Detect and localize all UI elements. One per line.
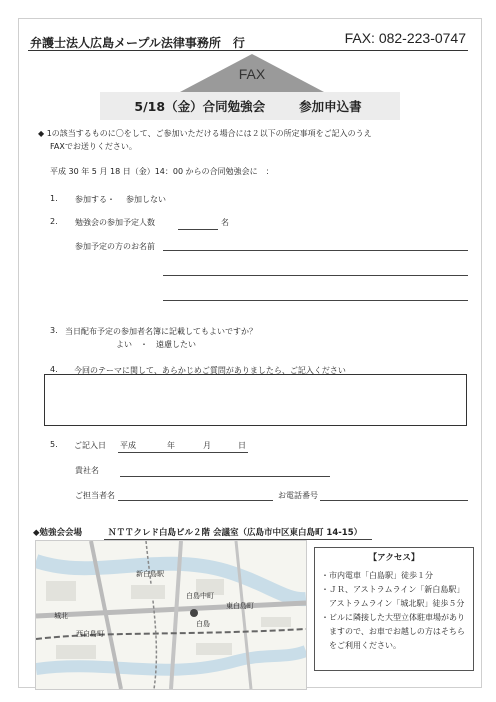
- venue-label: ◆勉強会会場: [33, 528, 83, 538]
- map-label-shinhakushima: 新白島駅: [136, 570, 164, 578]
- venue-address: ＮＴＴクレド白島ビル２階 会議室（広島市中区東白島町 14-15）: [108, 528, 363, 538]
- form-title-sub: 参加申込書: [299, 99, 362, 114]
- q3-options[interactable]: よい ・ 遠慮したい: [116, 340, 196, 349]
- event-line: 平成 30 年 5 月 18 日（金）14：00 からの合同勉強会に ：: [50, 167, 274, 176]
- form-title: [0, 97, 496, 115]
- map-label-nishi: 西白島町: [76, 630, 104, 638]
- map-label-shiroshima: 白島: [196, 620, 210, 628]
- name-field-1[interactable]: [163, 250, 468, 251]
- q3-number: 3.: [50, 326, 58, 335]
- firm-label: 貴社名: [75, 466, 99, 475]
- contact-field[interactable]: [118, 500, 273, 501]
- recipient-label: 弁護士法人広島メープル法律事務所 行: [30, 36, 245, 50]
- header-rule: [28, 50, 468, 51]
- access-line-5: ますので、お車でお越しの方はそちら: [321, 627, 465, 636]
- access-line-3: アストラムライン「城北駅」徒歩５分: [321, 599, 465, 608]
- access-title: 【アクセス】: [368, 553, 420, 563]
- venue-map[interactable]: [35, 540, 307, 690]
- q2-label: 勉強会の参加予定人数: [75, 218, 155, 227]
- firm-field[interactable]: [120, 476, 330, 477]
- name-field-2[interactable]: [163, 275, 468, 276]
- form-title-main: 5/18（金）合同勉強会: [134, 99, 266, 114]
- map-drawing: [36, 541, 306, 689]
- q5-label: ご記入日: [74, 441, 106, 450]
- q2-count-field[interactable]: [178, 229, 218, 230]
- intro-line-2: FAXでお送りください。: [50, 142, 137, 151]
- map-label-jouhoku: 城北: [54, 612, 68, 620]
- q3-text: 当日配布予定の参加者名簿に記載してもよいですか？: [65, 327, 257, 336]
- map-label-higashi: 東白島町: [226, 602, 254, 610]
- q5-date-field[interactable]: [118, 452, 248, 453]
- name-field-3[interactable]: [163, 300, 468, 301]
- access-box: [314, 547, 474, 671]
- fax-number: FAX: 082-223-0747: [344, 30, 466, 46]
- q2-number: 2.: [50, 217, 58, 226]
- q5-era: 平成: [120, 441, 136, 450]
- q1-number: 1.: [50, 194, 58, 203]
- q5-number: 5.: [50, 440, 58, 449]
- q5-month: 月: [203, 441, 211, 450]
- names-label: 参加予定の方のお名前: [75, 242, 155, 251]
- q4-text: 今回のテーマに関して、あらかじめご質問がありましたら、ご記入ください: [74, 366, 346, 375]
- q5-day: 日: [238, 441, 246, 450]
- q4-number: 4.: [50, 365, 58, 374]
- fax-badge-label: FAX: [238, 66, 266, 82]
- access-line-1: ・市内電車「白島駅」徒歩１分: [321, 571, 433, 580]
- access-line-6: をご利用ください。: [321, 641, 401, 650]
- contact-label: ご担当者名: [75, 491, 115, 500]
- q4-question-box[interactable]: [44, 374, 467, 426]
- q1-option-decline[interactable]: 参加しない: [126, 195, 166, 204]
- map-label-shimogawa: 白島中町: [186, 592, 214, 600]
- access-line-4: ・ビルに隣接した大型立体駐車場があり: [321, 613, 465, 622]
- intro-line-1: ◆ 1の該当するものに〇をして、ご参加いただける場合には２以下の所定事項をご記入のうえ: [38, 129, 372, 138]
- q2-unit: 名: [221, 218, 229, 227]
- access-line-2: ・ＪＲ、アストラムライン「新白島駅」: [321, 585, 465, 594]
- phone-label: お電話番号: [278, 491, 318, 500]
- q5-year: 年: [167, 441, 175, 450]
- q1-option-attend[interactable]: 参加する・: [75, 195, 115, 204]
- phone-field[interactable]: [320, 500, 468, 501]
